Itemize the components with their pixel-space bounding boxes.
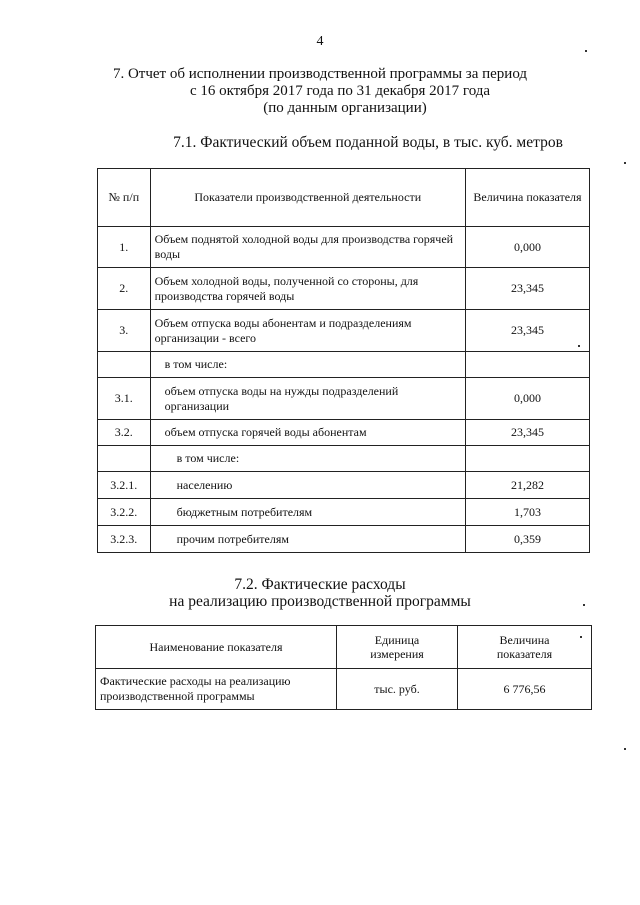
header-value-line1: Величина [499, 633, 550, 647]
header-value-line2: показателя [496, 647, 553, 661]
row-indicator: прочим потребителям [150, 526, 465, 553]
water-volume-table [97, 168, 590, 553]
table-row [98, 472, 590, 499]
header-indicator: Показатели производственной деятельности [150, 169, 465, 227]
row-num: 1. [98, 227, 151, 268]
scan-speck [624, 748, 626, 750]
table-header-row [96, 626, 592, 669]
table-row [98, 310, 590, 352]
row-value: 0,359 [465, 526, 589, 553]
row-num: 3.2.2. [98, 499, 151, 526]
expenses-table [95, 625, 592, 710]
row-num [98, 446, 151, 472]
table-row [98, 446, 590, 472]
row-indicator: объем отпуска горячей воды абонентам [150, 420, 465, 446]
row-value: 0,000 [465, 227, 589, 268]
row-value: 23,345 [465, 420, 589, 446]
row-num: 3.2.3. [98, 526, 151, 553]
expenses-heading-line2: на реализацию производственной программы [169, 593, 471, 610]
header-unit [337, 626, 458, 669]
report-heading [0, 66, 640, 117]
header-value: Величина показателя [465, 169, 589, 227]
page-number: 4 [316, 34, 324, 49]
table-row [98, 526, 590, 553]
row-num [98, 352, 151, 378]
row-indicator: объем отпуска воды на нужды подразделений организации [150, 378, 465, 420]
row-value [465, 446, 589, 472]
expenses-heading-line1: 7.2. Фактические расходы [234, 576, 406, 593]
row-value [465, 352, 589, 378]
table-row [98, 352, 590, 378]
row-indicator: Объем поднятой холодной воды для производства горячей воды [150, 227, 465, 268]
table-row [98, 420, 590, 446]
water-volume-heading: 7.1. Фактический объем поданной воды, в тыс. куб. метров [173, 134, 563, 151]
row-indicator: Объем холодной воды, полученной со стороны, для производства горячей воды [150, 268, 465, 310]
row-num: 3.2.1. [98, 472, 151, 499]
row-indicator: Объем отпуска воды абонентам и подразделениям организации - всего [150, 310, 465, 352]
scan-speck [585, 50, 587, 52]
scan-speck [624, 162, 626, 164]
table-header-row [98, 169, 590, 227]
expense-value: 6 776,56 [458, 669, 592, 710]
table-row [98, 499, 590, 526]
row-indicator: в том числе: [150, 352, 465, 378]
header-unit-line2: измерения [370, 647, 424, 661]
header-value [458, 626, 592, 669]
scan-speck [580, 636, 582, 638]
table-row [96, 669, 592, 710]
expenses-heading [0, 576, 640, 610]
header-indicator-name: Наименование показателя [96, 626, 337, 669]
row-value: 23,345 [465, 268, 589, 310]
header-unit-line1: Единица [374, 633, 420, 647]
row-indicator: бюджетным потребителям [150, 499, 465, 526]
row-value: 23,345 [465, 310, 589, 352]
expense-unit: тыс. руб. [337, 669, 458, 710]
table-row [98, 268, 590, 310]
scan-speck [578, 345, 580, 347]
row-num: 3. [98, 310, 151, 352]
row-value: 1,703 [465, 499, 589, 526]
row-num: 3.2. [98, 420, 151, 446]
expense-name: Фактические расходы на реализацию производственной программы [96, 669, 337, 710]
row-indicator: населению [150, 472, 465, 499]
report-heading-line1: 7. Отчет об исполнении производственной программы за период [112, 66, 528, 82]
row-num: 3.1. [98, 378, 151, 420]
report-heading-line2: с 16 октября 2017 года по 31 декабря 2017 года [189, 83, 491, 99]
row-num: 2. [98, 268, 151, 310]
scan-speck [583, 604, 585, 606]
row-value: 0,000 [465, 378, 589, 420]
row-value: 21,282 [465, 472, 589, 499]
header-num: № п/п [98, 169, 151, 227]
table-row [98, 227, 590, 268]
row-indicator: в том числе: [150, 446, 465, 472]
table-row [98, 378, 590, 420]
report-heading-line3: (по данным организации) [263, 100, 427, 116]
